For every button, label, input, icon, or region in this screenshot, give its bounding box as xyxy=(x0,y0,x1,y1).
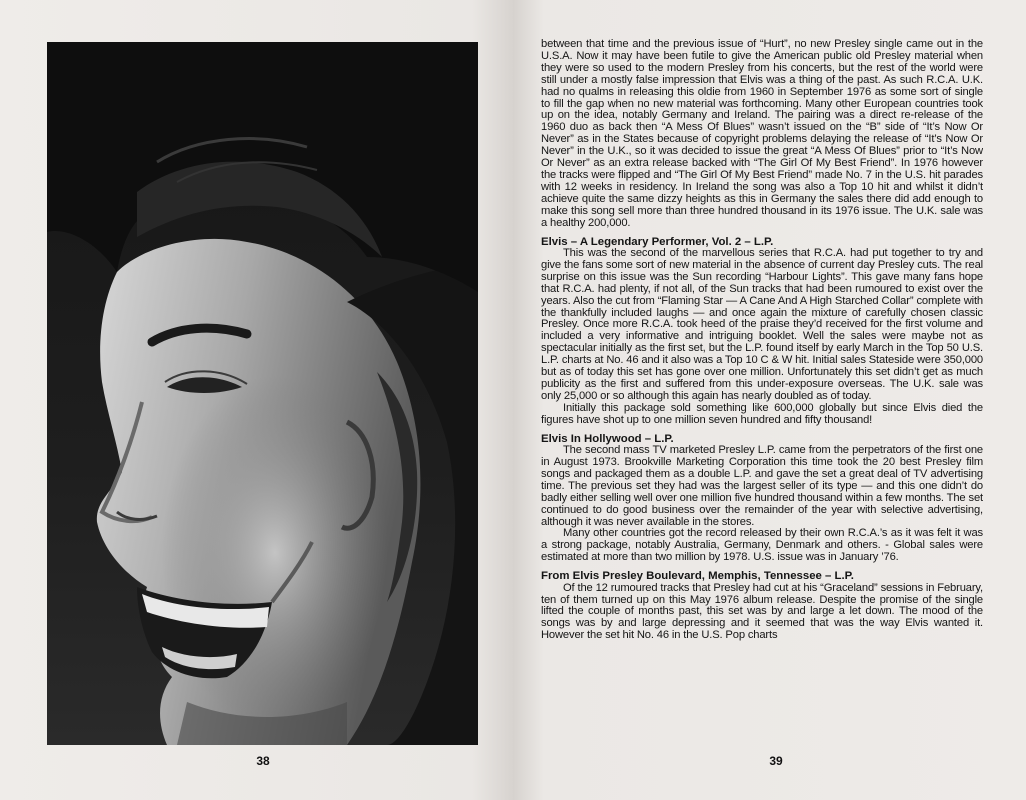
intro-paragraph: between that time and the previous issue of “Hurt”, no new Presley single came out in the U.S.A. Now it may have been futile to give the American public old Presley material when they were so used to the modern Presley from his concerts, but the rest of the world were still under a mostly false impression that Elvis was a thing of the past. As such R.C.A. U.K. had no qualms in releasing this oldie from 1960 in September 1976 as some sort of single to fill the gap when no new material was forthcoming. Many other European countries took up on the idea, notably Germany and Ireland. The pairing was a direct re-release of the 1960 duo as back then “A Mess Of Blues” wasn’t issued on the “B” side of “It’s Now Or Never” as in the States because of copyright problems delaying the release of “It’s Now Or Never” in the U.K., so it was decided to issue the great “A Mess Of Blues” prior to “It’s Now Or Never” as an extra release backed with “The Girl Of My Best Friend”. In 1976 however the tracks were flipped and “The Girl Of My Best Friend” made No. 7 in the U.S. hit parades with 12 weeks in residency. In Ireland the song was also a Top 10 hit and whilst it didn’t achieve quite the same dizzy heights as this in Germany the sales there did add enough to make this song sell more than three hundred thousand in its 1976 issue. The U.K. sale was a healthy 200,000. xyxy=(541,39,983,229)
section-paragraph: This was the second of the marvellous series that R.C.A. had put together to try and give the fans some sort of new material in the absence of current day Presley cuts. The real surprise on this issue was the Sun recording “Harbour Lights”. This gave many fans hope that R.C.A. had plenty, if not all, of the Sun tracks that had been rumoured to exist over the years. Also the cut from “Flaming Star — A Cane And A High Starched Collar” complete with the thankfully included laughs — and once again the mixture of carefully chosen classic Presley. Once more R.C.A. took heed of the praise they’d received for the first volume and included a very informative and intriguing booklet. Well the sales were maybe not as spectacular initially as the first set, but the L.P. found itself by early March in the Top 50 U.S. L.P. charts at No. 46 and it also was a Top 10 C & W hit. Initial sales Stateside were 350,000 but as of today this set has gone over one million. Unfortunately this set didn’t get as much publicity as the first and suffered from this under-exposure overseas. The U.K. sale was only 25,000 or so although this again has nearly doubled as of today. xyxy=(541,247,983,402)
section-paragraph: Of the 12 rumoured tracks that Presley had cut at his “Graceland” sessions in February, ten of them turned up on this May 1976 album release. Despite the promise of the single lifted the couple of months past, this set was by and large a let down. The mood of the songs was by and large depressing and it seemed that was the way Elvis wanted it. However the set hit No. 46 in the U.S. Pop charts xyxy=(541,581,983,642)
elvis-portrait-photo xyxy=(47,42,478,745)
right-page xyxy=(513,0,1026,800)
page-number-left: 38 xyxy=(256,754,270,768)
section-heading: Elvis In Hollywood – L.P. xyxy=(541,432,674,445)
section-heading: Elvis – A Legendary Performer, Vol. 2 – L.P. xyxy=(541,235,774,248)
section-paragraph: The second mass TV marketed Presley L.P. came from the perpetrators of the first one in August 1973. Brookville Marketing Corporation this time took the 20 best Presley film songs and packaged them as a double L.P. and gave the set a great deal of TV advertising time. The previous set they had was the largest seller of its type — and this one didn’t do badly either selling well over one million five hundred thousand within a few months. The set continued to do good business over the remainder of the year with selective advertising, although it was never available in the stores. xyxy=(541,444,983,528)
section-paragraph: Many other countries got the record released by their own R.C.A.’s as it was felt it was a strong package, notably Australia, Germany, Denmark and others. - Global sales were estimated at more than two million by 1978. U.S. issue was in January ’76. xyxy=(541,527,983,564)
article-text xyxy=(541,39,983,745)
page-number-right: 39 xyxy=(769,754,783,768)
section-heading: From Elvis Presley Boulevard, Memphis, Tennessee – L.P. xyxy=(541,570,854,583)
section-paragraph: Initially this package sold something like 600,000 globally but since Elvis died the figures have shot up to one million seven hundred and fifty thousand! xyxy=(541,401,983,426)
portrait-image xyxy=(47,42,478,745)
